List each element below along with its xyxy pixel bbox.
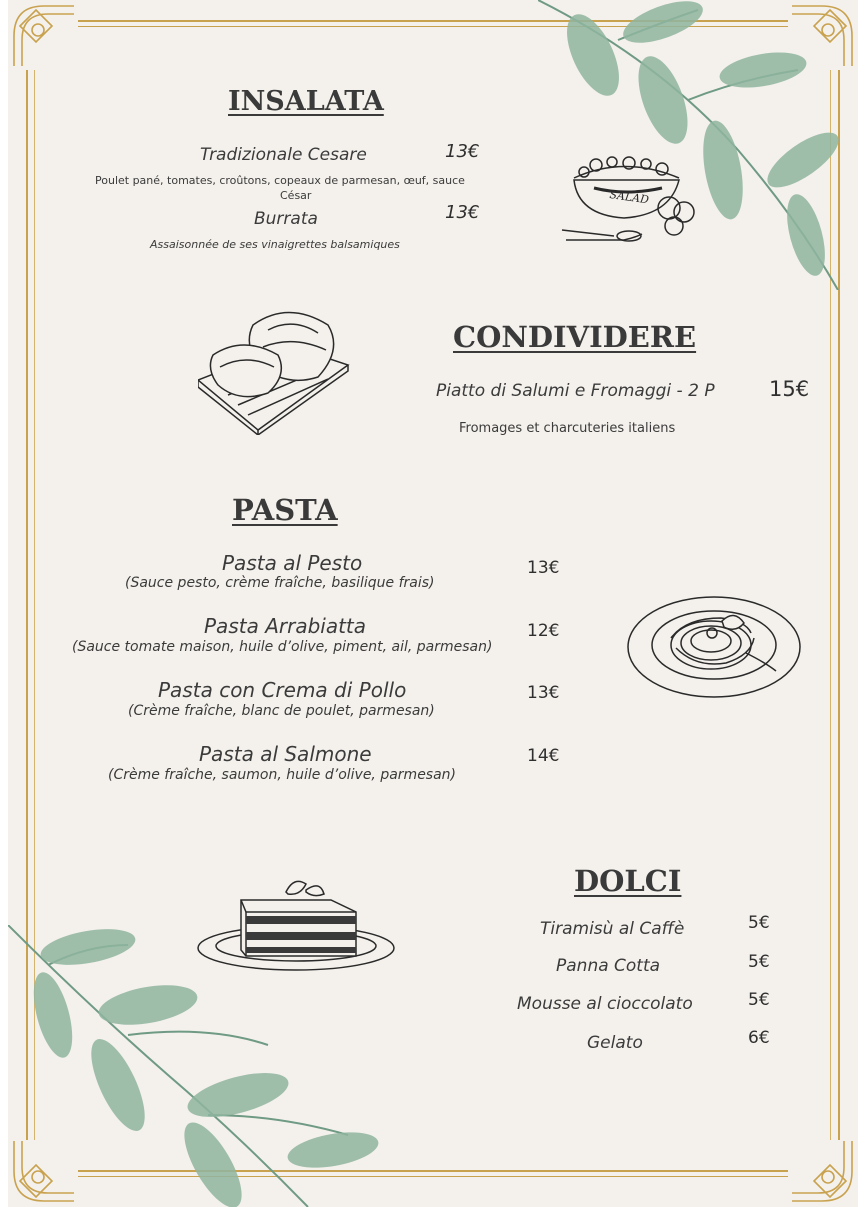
salad-bowl-illustration [554, 150, 704, 255]
menu-item-price: 13€ [527, 558, 560, 578]
menu-item-price: 5€ [748, 913, 770, 933]
menu-item-name: Panna Cotta [556, 956, 661, 976]
menu-item-price: 6€ [748, 1028, 770, 1048]
menu-item-name: Pasta al Pesto [222, 551, 363, 575]
menu-item-price: 13€ [445, 141, 480, 162]
menu-item-price: 5€ [748, 990, 770, 1010]
menu-item-description: (Crème fraîche, blanc de poulet, parmesan) [128, 703, 435, 719]
menu-item-name: Gelato [587, 1033, 643, 1053]
menu-item-description: (Sauce tomate maison, huile d’olive, piment, ail, parmesan) [72, 639, 493, 655]
section-title-condividere: CONDIVIDERE [453, 320, 697, 354]
menu-page [8, 0, 858, 1207]
corner-ornament-top-left [8, 0, 80, 72]
section-title-pasta: PASTA [232, 493, 338, 527]
section-title-insalata: INSALATA [228, 86, 384, 117]
menu-item-description: (Sauce pesto, crème fraîche, basilique frais) [125, 575, 435, 591]
menu-item-price: 5€ [748, 952, 770, 972]
tiramisu-illustration [196, 870, 401, 975]
menu-item-description: Poulet pané, tomates, croûtons, copeaux de parmesan, œuf, sauce [95, 174, 465, 187]
section-title-dolci: DOLCI [574, 864, 682, 898]
menu-item-name: Pasta Arrabiatta [204, 614, 367, 638]
menu-item-name: Pasta al Salmone [199, 742, 372, 766]
menu-item-description: César [280, 189, 312, 202]
menu-item-description: Assaisonnée de ses vinaigrettes balsamiques [150, 238, 400, 251]
menu-item-price: 13€ [527, 683, 560, 703]
menu-item-description: (Crème fraîche, saumon, huile d’olive, parmesan) [108, 767, 457, 783]
menu-item-name: Tradizionale Cesare [200, 145, 367, 165]
menu-item-name: Mousse al cioccolato [517, 994, 693, 1014]
menu-item-description: Fromages et charcuteries italiens [459, 421, 676, 436]
menu-item-name: Pasta con Crema di Pollo [158, 678, 407, 702]
bread-board-illustration [198, 305, 353, 435]
pasta-plate-illustration [626, 593, 804, 701]
menu-item-price: 12€ [527, 621, 560, 641]
menu-item-name: Burrata [254, 209, 318, 229]
menu-item-name: Tiramisù al Caffè [540, 919, 685, 939]
salad-bowl-text: SALAD [608, 188, 650, 207]
menu-item-name: Piatto di Salumi e Fromaggi - 2 P [436, 381, 715, 401]
menu-item-price: 15€ [769, 377, 810, 401]
menu-item-price: 14€ [527, 746, 560, 766]
corner-ornament-bottom-right [786, 1135, 858, 1207]
menu-item-price: 13€ [445, 202, 480, 223]
